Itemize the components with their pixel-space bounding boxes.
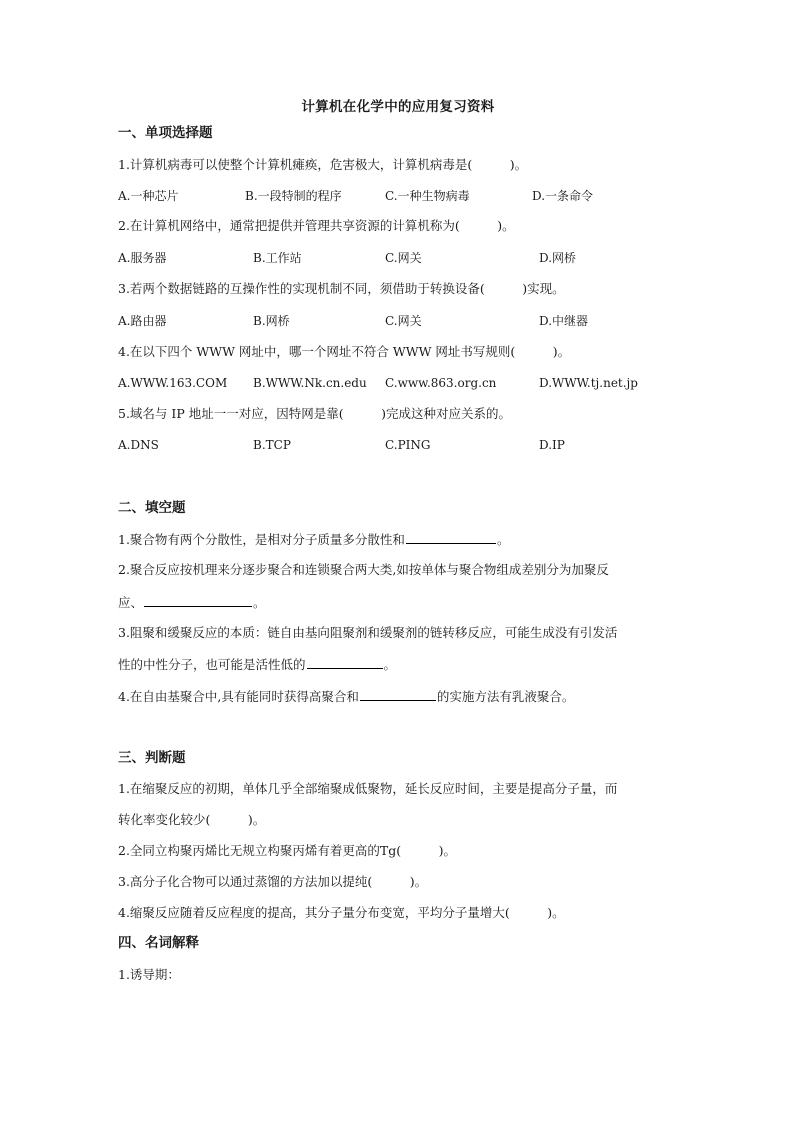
section-heading-true-false: 三、判断题 bbox=[118, 750, 186, 766]
answer-blank[interactable] bbox=[360, 688, 436, 701]
option-b: B.TCP bbox=[253, 438, 291, 452]
question-suffix: 。 bbox=[253, 595, 266, 610]
option-a: A.WWW.163.COM bbox=[118, 376, 228, 390]
question-text: 2.在计算机网络中，通常把提供并管理共享资源的计算机称为( )。 bbox=[118, 218, 515, 233]
question-text: 转化率变化较少( )。 bbox=[118, 812, 266, 827]
question-text: 1.计算机病毒可以使整个计算机瘫痪，危害极大，计算机病毒是( )。 bbox=[118, 157, 528, 172]
question-suffix: 。 bbox=[496, 532, 510, 547]
question-text: 1.聚合物有两个分散性，是相对分子质量多分散性和 bbox=[118, 532, 405, 547]
fill-question-1 bbox=[118, 531, 509, 548]
option-c: C.www.863.org.cn bbox=[385, 376, 497, 390]
fill-question-3 bbox=[118, 656, 396, 673]
answer-blank[interactable] bbox=[144, 594, 252, 607]
option-d: D.网桥 bbox=[539, 251, 577, 265]
option-b: B.一段特制的程序 bbox=[245, 189, 342, 203]
question-text: 4.在自由基聚合中,具有能同时获得高聚合和 bbox=[118, 689, 359, 704]
question-text: 3.若两个数据链路的互操作性的实现机制不同，须借助于转换设备( )实现。 bbox=[118, 281, 565, 296]
option-d: D.一条命令 bbox=[532, 189, 594, 203]
option-b: B.工作站 bbox=[253, 251, 302, 265]
option-b: B.网桥 bbox=[253, 314, 290, 328]
option-c: C.网关 bbox=[385, 314, 422, 328]
option-a: A.DNS bbox=[118, 438, 159, 452]
option-d: D.WWW.tj.net.jp bbox=[539, 376, 638, 390]
option-a: A.路由器 bbox=[118, 314, 167, 328]
option-c: C.PING bbox=[385, 438, 431, 452]
question-text: 2.全同立构聚丙烯比无规立构聚丙烯有着更高的Tg( )。 bbox=[118, 843, 457, 858]
question-text: 1.诱导期： bbox=[118, 967, 180, 982]
question-text: 性的中性分子，也可能是活性低的 bbox=[118, 657, 306, 672]
option-c: C.网关 bbox=[385, 251, 422, 265]
answer-blank[interactable] bbox=[307, 656, 383, 669]
option-a: A.服务器 bbox=[118, 251, 167, 265]
option-a: A.一种芯片 bbox=[118, 189, 179, 203]
question-text: 应、 bbox=[118, 595, 144, 610]
option-c: C.一种生物病毒 bbox=[385, 189, 470, 203]
question-text: 3.阻聚和缓聚反应的本质：链自由基向阻聚剂和缓聚剂的链转移反应，可能生成没有引发活 bbox=[118, 625, 618, 640]
question-text: 1.在缩聚反应的初期，单体几乎全部缩聚成低聚物，延长反应时间，主要是提高分子量，而 bbox=[118, 781, 618, 796]
question-text: 2.聚合反应按机理来分逐步聚合和连锁聚合两大类,如按单体与聚合物组成差别分为加聚反 bbox=[118, 562, 609, 577]
option-b: B.WWW.Nk.cn.edu bbox=[253, 376, 367, 390]
answer-blank[interactable] bbox=[406, 531, 496, 544]
question-text: 5.域名与 IP 地址一一对应，因特网是靠( )完成这种对应关系的。 bbox=[118, 406, 511, 421]
question-suffix: 的实施方法有乳液聚合。 bbox=[436, 689, 575, 704]
question-text: 3.高分子化合物可以通过蒸馏的方法加以提纯( )。 bbox=[118, 874, 428, 889]
question-text: 4.在以下四个 WWW 网址中，哪一个网址不符合 WWW 网址书写规则( )。 bbox=[118, 344, 571, 359]
document-title: 计算机在化学中的应用复习资料 bbox=[301, 99, 495, 115]
option-d: D.中继器 bbox=[539, 314, 589, 328]
section-heading-single-choice: 一、单项选择题 bbox=[118, 125, 213, 141]
question-suffix: 。 bbox=[383, 657, 397, 672]
section-heading-fill-blank: 二、填空题 bbox=[118, 500, 186, 516]
section-heading-terms: 四、名词解释 bbox=[118, 935, 199, 951]
option-d: D.IP bbox=[539, 438, 565, 452]
fill-question-4 bbox=[118, 688, 574, 705]
question-text: 4.缩聚反应随着反应程度的提高，其分子量分布变宽，平均分子量增大( )。 bbox=[118, 905, 565, 920]
fill-question-2 bbox=[118, 594, 266, 611]
